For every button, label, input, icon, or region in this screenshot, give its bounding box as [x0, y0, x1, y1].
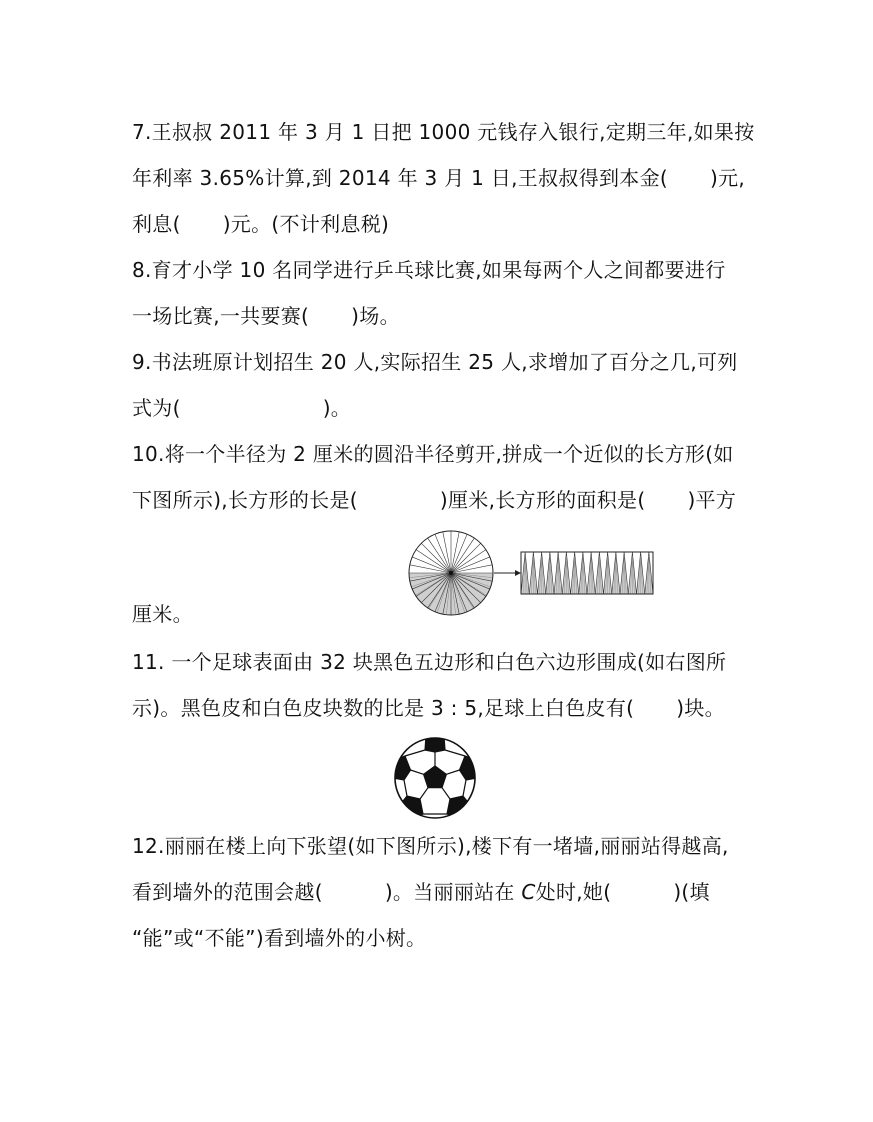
circle-to-rectangle-figure [405, 526, 660, 622]
q7-line3 [132, 211, 389, 237]
q10-line2-tail: )平方 [687, 488, 737, 512]
q12-line2-text: 看到墙外的范围会越( [132, 880, 323, 904]
q11-line2-text: 示)。黑色皮和白色皮块数的比是 3 : 5,足球上白色皮有( [132, 696, 635, 720]
q11-line2-tail: )块。 [676, 696, 725, 720]
q12-line2 [132, 879, 710, 905]
radius-line [451, 543, 481, 573]
q10-line3: 厘米。 [132, 602, 193, 626]
q12-line3: “能”或“不能”)看到墙外的小树。 [132, 926, 427, 950]
q8-line2-text: 一场比赛,一共要赛( [132, 304, 310, 328]
q7-line2-unit: )元, [710, 166, 746, 190]
q8-line2 [132, 303, 400, 329]
q7-line3-tail: )元。(不计利息税) [222, 212, 390, 236]
q8-line2-tail: )场。 [351, 304, 400, 328]
q7-line2 [132, 165, 745, 191]
q11-line2 [132, 695, 725, 721]
q10-line2-text: 下图所示),长方形的长是( [132, 488, 358, 512]
q12-point-label: C [521, 880, 536, 904]
q12-line2-tail: )(填 [673, 880, 710, 904]
cut-circle [409, 531, 493, 615]
q11-line1: 11. 一个足球表面由 32 块黑色五边形和白色六边形围成(如右图所 [132, 650, 727, 674]
q12-line2-mid: )。当丽丽站在 [384, 880, 522, 904]
q12-line2-mid2: 处时,她( [535, 880, 612, 904]
arrow-icon [494, 570, 521, 576]
q10-line1: 10.将一个半径为 2 厘米的圆沿半径剪开,拼成一个近似的长方形(如 [132, 442, 734, 466]
q7-line1: 7.王叔叔 2011 年 3 月 1 日把 1000 元钱存入银行,定期三年,如果按 [132, 120, 755, 144]
approximate-rectangle [521, 552, 653, 594]
center-point [449, 571, 453, 575]
q10-line2 [132, 487, 736, 513]
q9-line2-text: 式为( [132, 396, 181, 420]
q7-line3-text: 利息( [132, 212, 181, 236]
q9-line2 [132, 395, 351, 421]
q9-line1: 9.书法班原计划招生 20 人,实际招生 25 人,求增加了百分之几,可列 [132, 350, 738, 374]
q8-line1: 8.育才小学 10 名同学进行乒乓球比赛,如果每两个人之间都要进行 [132, 258, 726, 282]
q9-line2-tail: )。 [322, 396, 352, 420]
q10-line2-mid: )厘米,长方形的面积是( [439, 488, 646, 512]
soccer-ball-figure [393, 736, 477, 820]
q7-line2-text: 年利率 3.65%计算,到 2014 年 3 月 1 日,王叔叔得到本金( [132, 166, 669, 190]
q12-line1: 12.丽丽在楼上向下张望(如下图所示),楼下有一堵墙,丽丽站得越高, [132, 834, 729, 858]
radius-line [421, 543, 451, 573]
